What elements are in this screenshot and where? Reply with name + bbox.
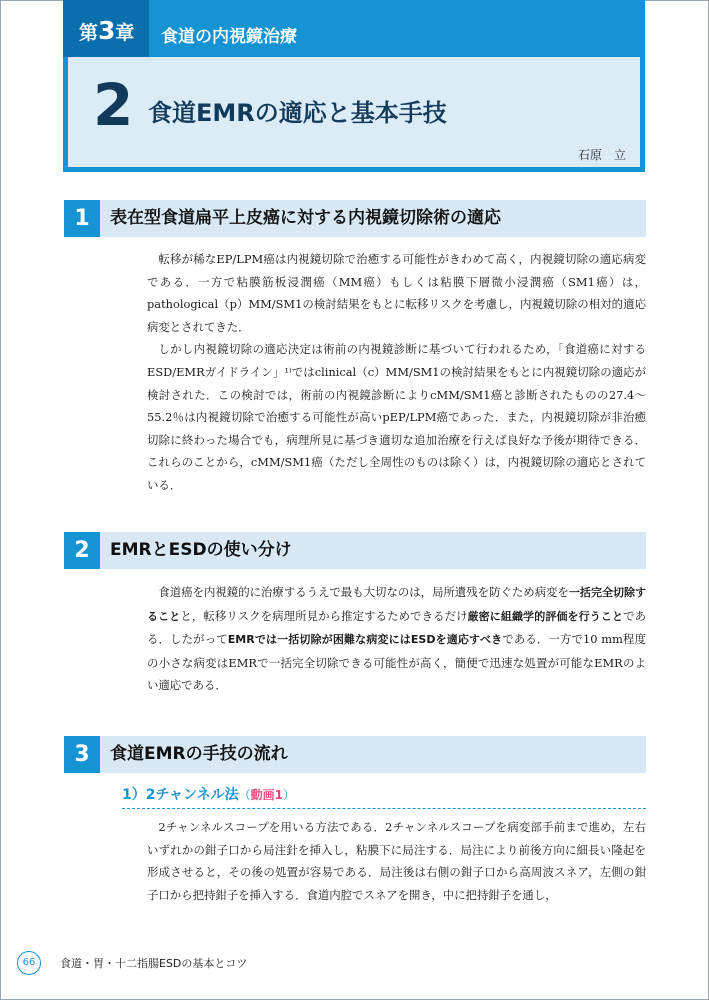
book-title: 食道・胃・十二指腸ESDの基本とコツ <box>60 957 248 970</box>
section-2-header <box>64 532 646 569</box>
paragraph: 転移が稀なEP/LPM癌は内視鏡切除で治癒する可能性がきわめて高く，内視鏡切除の適応病変である．一方で粘膜筋板浸潤癌（MM癌）もしくは粘膜下層微小浸潤癌（SM1癌）は，pathological（p）MM/SM1の検討結果をもとに転移リスクを考慮し，内視鏡切除の相対的適応病変とされてきた． <box>147 252 646 334</box>
paragraph: 2チャンネルスコープを用いる方法である．2チャンネルスコープを病変部手前まで進め，左右いずれかの鉗子口から局注針を挿入し，粘膜下に局注する．局注により前後方向に細長い隆起を形成させると，その後の処置が容易である．局注後は右側の鉗子口から高周波スネア，左側の鉗子口から把持鉗子を挿入する．食道内腔でスネアを開き，中に把持鉗子を通し， <box>147 820 646 902</box>
chapter-title: 食道の内視鏡治療 <box>161 27 297 47</box>
paragraph: 食道癌を内視鏡的に治療するうえで最も大切なのは，局所遺残を防ぐため病変を一括完全切除することと，転移リスクを病理所見から推定するためできるだけ厳密に組織学的評価を行うことである．したがってEMRでは一括切除が困難な病変にはESDを適応すべきである．一方で10 mm程度の小さな病変はEMRで一括完全切除できる可能性が高く，簡便で迅速な処置が可能なEMRのよい適応である． <box>147 585 646 693</box>
subheading: 1）2チャンネル法（動画1） <box>122 784 646 809</box>
video-link[interactable]: 動画1 <box>250 788 284 802</box>
section-title: 食道EMRの手技の流れ <box>110 744 288 764</box>
paragraph: しかし内視鏡切除の適応決定は術前の内視鏡診断に基づいて行われるため，「食道癌に対するESD/EMRガイドライン」¹⁾ではclinical（c）MM/SM1の検討結果をもとに内視鏡切除の適応が検討された．この検討では，術前の内視鏡診断によりcMM/SM1癌と診断されたものの27.4～55.2％は内視鏡切除で治癒する可能性が高いpEP/LPM癌であった．また，内視鏡切除が非治癒切除に終わった場合でも，病理所見に基づき適切な追加治療を行えば良好な予後が期待できる．これらのことから，cMM/SM1癌（ただし全周性のものは除く）は，内視鏡切除の適応とされている． <box>147 342 646 492</box>
article-number: 2 <box>93 71 134 139</box>
page-number: 66 <box>17 951 41 975</box>
chapter-number: 第3章 <box>79 16 135 45</box>
section-title: 表在型食道扁平上皮癌に対する内視鏡切除術の適応 <box>110 208 501 228</box>
article-title: 食道EMRの適応と基本手技 <box>148 99 447 127</box>
subheading-label: 1）2チャンネル法 <box>122 787 239 803</box>
section-number: 2 <box>64 532 100 569</box>
section-1-body <box>147 248 646 497</box>
section-number: 3 <box>64 736 100 773</box>
section-number: 1 <box>64 200 100 237</box>
section-1-header <box>64 200 646 237</box>
section-3-header <box>64 736 646 773</box>
chapter-number-box <box>63 0 149 57</box>
article-title-panel <box>63 57 645 172</box>
section-3-body <box>147 816 646 906</box>
chapter-bar <box>63 0 645 57</box>
section-title: EMRとESDの使い分け <box>110 540 292 560</box>
article-author: 石原 立 <box>577 148 626 162</box>
section-2-body <box>147 581 646 697</box>
